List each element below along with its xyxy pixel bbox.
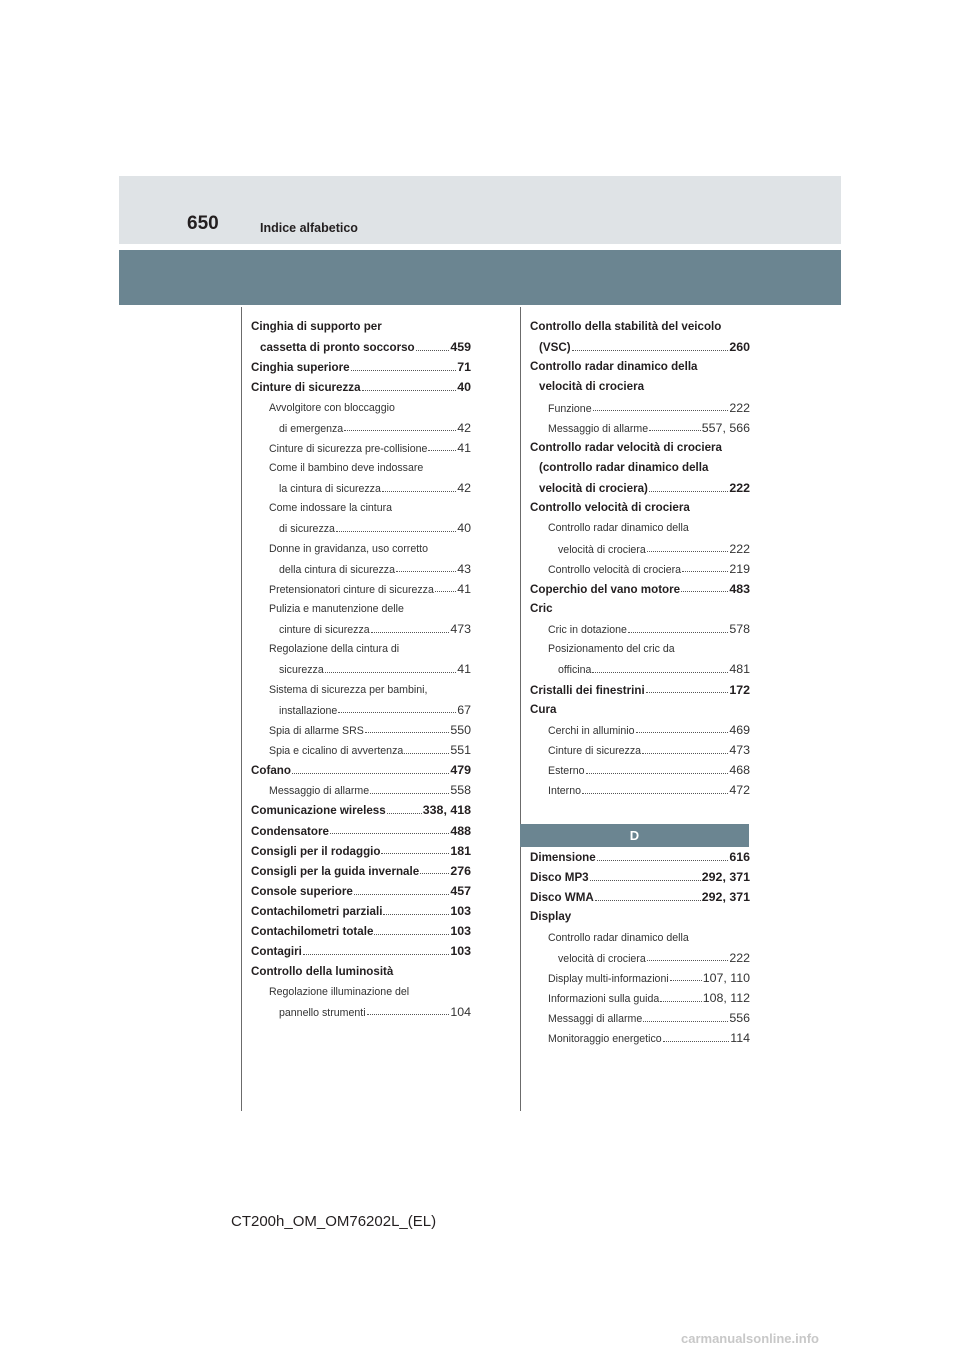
index-entry-text: Regolazione della cintura di <box>269 643 400 656</box>
index-entry-text: Come il bambino deve indossare <box>269 461 424 474</box>
dot-leader <box>572 350 729 351</box>
index-entry <box>251 921 471 941</box>
index-entry-text: Messaggio di allarme <box>548 422 649 435</box>
index-entry <box>530 438 750 458</box>
index-entry-page: 40 <box>457 521 471 536</box>
index-entry-page: 616 <box>729 850 750 864</box>
index-entry-page: 40 <box>457 380 471 395</box>
index-entry-text: installazione <box>279 704 338 717</box>
index-entry <box>251 720 471 740</box>
index-entry-text: Messaggio di allarme <box>269 785 370 798</box>
index-entry-page: 42 <box>457 481 471 496</box>
index-entry <box>251 619 471 639</box>
index-entry-text: Cinghia superiore <box>251 361 350 375</box>
index-entry <box>530 458 750 478</box>
index-entry-text: velocità di crociera <box>539 380 645 394</box>
index-entry <box>251 438 471 458</box>
index-entry-page: 550 <box>450 722 471 737</box>
index-entry-text: Esterno <box>548 765 585 778</box>
index-entry-text: Sistema di sicurezza per bambini, <box>269 683 428 696</box>
dot-leader <box>387 813 422 814</box>
index-entry-page: 338, 418 <box>422 803 471 818</box>
index-entry-text: Cinture di sicurezza pre-collisione <box>269 442 428 455</box>
column-rule-left <box>241 307 242 1111</box>
index-entry-text: Controllo radar dinamico della <box>548 522 689 535</box>
index-entry-page: 488 <box>450 823 471 838</box>
column-rule-right <box>520 307 521 1111</box>
index-entry <box>530 478 750 498</box>
dot-leader <box>365 732 450 733</box>
index-entry <box>251 821 471 841</box>
dot-leader <box>593 410 729 411</box>
index-entry-page: 104 <box>450 1004 471 1019</box>
index-entry-text: Interno <box>548 785 581 798</box>
header-band <box>119 176 841 244</box>
index-entry-text: Controllo della luminosità <box>251 964 394 978</box>
index-entry-text: Coperchio del vano motore <box>530 582 681 596</box>
index-entry-page: 473 <box>729 742 750 757</box>
dot-leader <box>374 934 449 935</box>
index-entry-page: 114 <box>730 1031 750 1046</box>
index-entry <box>530 559 750 579</box>
index-entry-text: Cristalli dei finestrini <box>530 683 645 697</box>
index-entry-page: 181 <box>450 843 471 858</box>
index-entry-text: Come indossare la cintura <box>269 502 393 515</box>
index-entry-text: Posizionamento del cric da <box>548 643 675 656</box>
index-entry <box>530 518 750 538</box>
index-entry-text: Messaggi di allarme <box>548 1013 643 1026</box>
index-entry <box>530 599 750 619</box>
index-entry-text: velocità di crociera <box>558 543 646 556</box>
dot-leader <box>663 1041 730 1042</box>
index-entry-text: Dimensione <box>530 851 596 864</box>
dot-leader <box>647 960 729 961</box>
index-entry <box>530 948 750 968</box>
index-entry-text: Console superiore <box>251 884 353 898</box>
dot-leader <box>628 632 728 633</box>
index-entry <box>251 639 471 659</box>
index-entry <box>530 579 750 599</box>
index-entry-text: Monitoraggio energetico <box>548 1033 662 1046</box>
dot-leader <box>642 753 728 754</box>
index-entry-text: Display <box>530 910 572 924</box>
index-entry-page: 292, 371 <box>701 890 750 905</box>
index-entry-text: Consigli per il rodaggio <box>251 844 381 858</box>
index-entry-page: 260 <box>729 340 750 355</box>
letter-heading: D <box>520 824 749 847</box>
dot-leader <box>590 880 701 881</box>
dot-leader <box>325 672 456 673</box>
dot-leader <box>592 672 728 673</box>
index-entry-text: Contagiri <box>251 945 302 959</box>
dot-leader <box>595 900 701 901</box>
index-entry <box>251 559 471 579</box>
index-entry-page: 103 <box>450 904 471 919</box>
index-entry <box>251 740 471 760</box>
index-entry <box>251 800 471 820</box>
index-entry-text: di sicurezza <box>279 523 335 536</box>
dot-leader <box>416 350 450 351</box>
index-entry <box>251 861 471 881</box>
index-entry-text: Informazioni sulla guida <box>548 992 660 1005</box>
index-entry-text: Disco WMA <box>530 891 594 905</box>
dot-leader <box>371 632 450 633</box>
index-entry <box>530 988 750 1008</box>
index-entry-text: Cerchi in alluminio <box>548 724 635 737</box>
dot-leader <box>292 773 449 774</box>
index-entry <box>251 1002 471 1022</box>
index-entry <box>530 498 750 518</box>
dot-leader <box>660 1001 701 1002</box>
dot-leader <box>330 833 449 834</box>
index-entry <box>251 982 471 1002</box>
dot-leader <box>670 980 702 981</box>
index-entry-text: Controllo radar velocità di crociera <box>530 440 722 454</box>
dot-leader <box>681 591 728 592</box>
index-entry-text: Cura <box>530 702 557 716</box>
index-entry-text: officina <box>558 664 592 677</box>
dot-leader <box>404 753 449 754</box>
index-entry <box>530 357 750 377</box>
index-entry-page: 468 <box>729 763 750 778</box>
index-entry <box>251 317 471 337</box>
index-entry-page: 558 <box>450 783 471 798</box>
section-title: Indice alfabetico <box>260 221 358 235</box>
index-entry-text: Controllo radar dinamico della <box>530 360 698 374</box>
dot-leader <box>435 591 456 592</box>
dot-leader <box>586 773 729 774</box>
index-entry <box>530 700 750 720</box>
index-entry-page: 479 <box>450 763 471 778</box>
index-entry-page: 556 <box>729 1011 750 1026</box>
header-bar <box>119 250 841 305</box>
index-entry <box>530 398 750 418</box>
dot-leader <box>649 491 728 492</box>
index-entry <box>251 680 471 700</box>
index-entry <box>251 881 471 901</box>
index-entry-text: Avvolgitore con bloccaggio <box>269 401 395 414</box>
index-entry-text: la cintura di sicurezza <box>279 483 381 496</box>
dot-leader <box>597 860 729 861</box>
index-entry-text: cassetta di pronto soccorso <box>260 341 415 355</box>
index-entry-text: Consigli per la guida invernale <box>251 864 420 878</box>
index-entry-page: 472 <box>729 783 750 798</box>
index-entry-page: 172 <box>729 682 750 697</box>
index-entry <box>530 847 750 867</box>
index-entry-text: Controllo velocità di crociera <box>530 501 690 515</box>
index-entry-text: Cinture di sicurezza <box>548 744 642 757</box>
dot-leader <box>649 430 701 431</box>
index-entry-page: 457 <box>450 883 471 898</box>
watermark: carmanualsonline.info <box>681 1331 819 1346</box>
index-entry <box>251 841 471 861</box>
index-entry-text: Display multi-informazioni <box>548 972 669 985</box>
index-entry <box>530 680 750 700</box>
index-entry-page: 222 <box>729 400 750 415</box>
document-code: CT200h_OM_OM76202L_(EL) <box>231 1213 437 1230</box>
dot-leader <box>367 1014 450 1015</box>
index-entry <box>530 720 750 740</box>
dot-leader <box>338 712 456 713</box>
dot-leader <box>351 370 457 371</box>
index-entry <box>530 968 750 988</box>
index-entry <box>530 928 750 948</box>
dot-leader <box>354 894 450 895</box>
index-entry-text: pannello strumenti <box>279 1006 366 1019</box>
index-entry <box>530 1028 750 1048</box>
index-entry-page: 578 <box>729 622 750 637</box>
index-entry-text: (VSC) <box>539 341 571 355</box>
dot-leader <box>682 571 728 572</box>
index-entry-text: velocità di crociera <box>558 952 646 965</box>
index-entry-page: 481 <box>729 662 750 677</box>
dot-leader <box>646 692 729 693</box>
dot-leader <box>647 551 729 552</box>
index-entry <box>251 337 471 357</box>
index-entry-text: velocità di crociera) <box>539 482 648 496</box>
index-entry <box>530 317 750 337</box>
dot-leader <box>383 914 449 915</box>
index-entry-text: Funzione <box>548 402 592 415</box>
dot-leader <box>362 390 457 391</box>
index-entry-page: 41 <box>457 581 471 596</box>
index-entry-page: 222 <box>729 950 750 965</box>
index-entry <box>530 659 750 679</box>
index-entry <box>530 780 750 800</box>
index-entry <box>251 700 471 720</box>
index-entry <box>251 599 471 619</box>
index-entry-text: Pretensionatori cinture di sicurezza <box>269 583 434 596</box>
dot-leader <box>382 491 456 492</box>
index-entry-page: 71 <box>457 360 471 375</box>
index-entry-text: Disco MP3 <box>530 871 589 885</box>
index-entry <box>530 639 750 659</box>
index-entry-text: Donne in gravidanza, uso corretto <box>269 542 428 555</box>
index-column-right <box>530 317 750 800</box>
index-entry <box>251 518 471 538</box>
dot-leader <box>396 571 456 572</box>
index-entry-text: Contachilometri totale <box>251 925 374 939</box>
index-entry <box>251 760 471 780</box>
index-entry-page: 41 <box>457 662 471 677</box>
index-entry <box>251 418 471 438</box>
index-entry-text: Condensatore <box>251 824 329 838</box>
index-entry-text: Spia di allarme SRS <box>269 724 364 737</box>
index-entry <box>251 579 471 599</box>
index-entry-page: 67 <box>457 702 471 717</box>
dot-leader <box>428 450 456 451</box>
index-entry <box>251 780 471 800</box>
index-entry-page: 41 <box>457 440 471 455</box>
dot-leader <box>420 873 449 874</box>
index-entry-text: Controllo della stabilità del veicolo <box>530 320 722 333</box>
index-entry <box>251 398 471 418</box>
index-entry <box>530 740 750 760</box>
index-entry-text: Contachilometri parziali <box>251 905 383 919</box>
index-entry-page: 551 <box>450 742 471 757</box>
index-entry <box>251 498 471 518</box>
index-entry <box>251 659 471 679</box>
page-number: 650 <box>187 213 219 234</box>
index-entry <box>251 539 471 559</box>
index-entry <box>251 377 471 397</box>
dot-leader <box>344 430 456 431</box>
index-entry-page: 469 <box>729 722 750 737</box>
index-entry-text: Controllo radar dinamico della <box>548 931 689 944</box>
index-entry-text: Controllo velocità di crociera <box>548 563 682 576</box>
index-entry-page: 219 <box>729 561 750 576</box>
index-entry <box>530 887 750 907</box>
index-entry-text: Pulizia e manutenzione delle <box>269 602 404 615</box>
index-entry-page: 473 <box>450 622 471 637</box>
dot-leader <box>636 732 729 733</box>
index-entry-text: della cintura di sicurezza <box>279 563 395 576</box>
index-entry-text: di emergenza <box>279 422 344 435</box>
index-column-left <box>251 317 471 1022</box>
index-entry-page: 557, 566 <box>701 420 750 435</box>
index-entry-page: 103 <box>450 944 471 959</box>
index-entry-text: cinture di sicurezza <box>279 624 370 637</box>
index-entry <box>530 377 750 397</box>
index-entry <box>530 867 750 887</box>
index-entry-page: 42 <box>457 420 471 435</box>
index-entry <box>251 962 471 982</box>
dot-leader <box>381 853 449 854</box>
index-entry <box>251 941 471 961</box>
dot-leader <box>643 1021 728 1022</box>
index-entry-text: sicurezza <box>279 664 324 677</box>
index-entry <box>530 1008 750 1028</box>
index-entry <box>251 357 471 377</box>
index-entry-text: Regolazione illuminazione del <box>269 985 410 998</box>
index-entry-text: Cric <box>530 601 553 615</box>
index-entry <box>530 760 750 780</box>
dot-leader <box>336 531 456 532</box>
index-entry-text: (controllo radar dinamico della <box>539 460 709 474</box>
index-entry <box>251 458 471 478</box>
index-entry-page: 103 <box>450 924 471 939</box>
index-entry-page: 222 <box>729 481 750 496</box>
dot-leader <box>303 954 449 955</box>
index-entry-page: 222 <box>729 541 750 556</box>
index-entry-page: 108, 112 <box>702 990 750 1005</box>
dot-leader <box>582 793 728 794</box>
index-entry <box>530 337 750 357</box>
index-entry-page: 43 <box>457 561 471 576</box>
index-entry-page: 276 <box>450 863 471 878</box>
dot-leader <box>370 793 449 794</box>
index-entry-page: 459 <box>450 340 471 355</box>
index-entry-text: Cofano <box>251 764 291 778</box>
index-entry-text: Comunicazione wireless <box>251 804 386 818</box>
index-entry-page: 107, 110 <box>702 970 750 985</box>
index-entry-text: Cinghia di supporto per <box>251 320 382 333</box>
index-entry <box>530 539 750 559</box>
index-entry <box>530 907 750 927</box>
index-entry <box>251 478 471 498</box>
index-entry-page: 292, 371 <box>701 870 750 885</box>
index-entry <box>530 418 750 438</box>
index-entry-text: Spia e cicalino di avvertenza <box>269 744 404 757</box>
index-entry <box>251 901 471 921</box>
index-entry-page: 483 <box>729 581 750 596</box>
index-entry-text: Cinture di sicurezza <box>251 381 361 395</box>
index-column-d <box>530 847 750 1048</box>
index-entry-text: Cric in dotazione <box>548 624 627 637</box>
index-entry <box>530 619 750 639</box>
